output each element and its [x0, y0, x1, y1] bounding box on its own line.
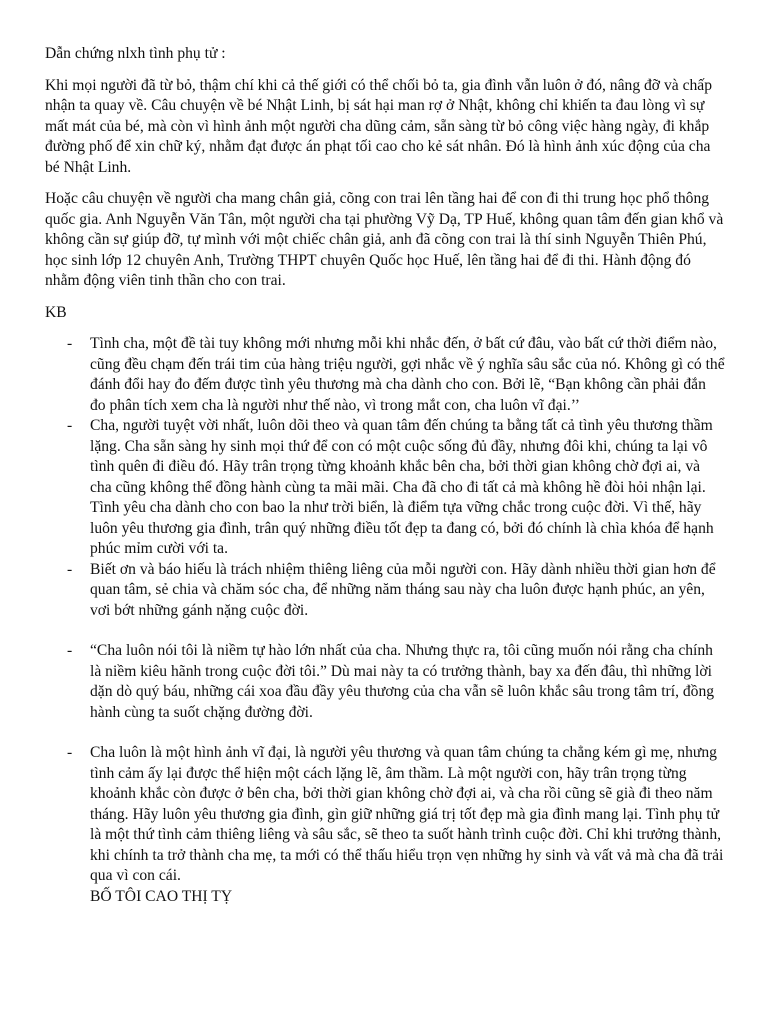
- dash-bullet-icon: -: [67, 744, 73, 761]
- list-item-text: Cha luôn là một hình ảnh vĩ đại, là người yêu thương và quan tâm chúng ta chẳng kém gì mẹ, nhưng tình cảm ấy lại được thể hiện một cách lặng lẽ, âm thầm. Là một người con, hãy trân trọng từng khoảnh khắc còn được ở bên cha, bởi thời gian không chờ đợi ai, và cha rồi cũng sẽ già đi theo năm tháng. Hãy luôn yêu thương gia đình, gìn giữ những giá trị tốt đẹp mà gia đình mang lại. Tình phụ tử là một thứ tình cảm thiêng liêng và sâu sắc, sẽ theo ta suốt hành trình cuộc đời. Chỉ khi trưởng thành, khi chính ta trở thành cha mẹ, ta mới có thể thấu hiểu trọn vẹn những hy sinh và vất vả mà cha đã trải qua vì con cái.: [90, 744, 724, 884]
- document-heading: Dẫn chứng nlxh tình phụ tử :: [45, 45, 226, 62]
- intro-paragraph-nhat-linh: Khi mọi người đã từ bỏ, thậm chí khi cả thế giới có thể chối bỏ ta, gia đình vẫn luôn ở đó, nâng đỡ và chấp nhận ta quay về. Câu chuyện về bé Nhật Linh, bị sát hại man rợ ở Nhật, không chỉ khiến ta đau lòng vì sự mất mát của bé, mà còn vì hình ảnh một người cha dũng cảm, sẵn sàng từ bỏ công việc hàng ngày, đi khắp đường phố để xin chữ ký, nhằm đạt được án phạt tối cao cho kẻ sát nhân. Đó là hình ảnh xúc động của cha bé Nhật Linh.: [45, 76, 713, 176]
- list-item: [45, 334, 725, 416]
- list-item: [45, 641, 725, 723]
- closing-signature: BỐ TÔI CAO THỊ TỴ: [90, 887, 233, 905]
- list-item: [45, 560, 725, 622]
- list-item: [45, 416, 725, 560]
- dash-bullet-icon: -: [67, 560, 73, 578]
- list-item-text: “Cha luôn nói tôi là niềm tự hào lớn nhất của cha. Nhưng thực ra, tôi cũng muốn nói rằng cha chính là niềm kiêu hãnh trong cuộc đời tôi.” Dù mai này ta có trưởng thành, bay xa đến đâu, thì những lời dặn dò quý báu, những cái xoa đầu đầy yêu thương của cha vẫn sẽ luôn khắc sâu trong tâm trí, đồng hành cùng ta suốt chặng đường đời.: [90, 642, 715, 721]
- dash-bullet-icon: -: [67, 642, 73, 659]
- list-item-text: Cha, người tuyệt vời nhất, luôn dõi theo và quan tâm đến chúng ta bằng tất cả tình yêu thương thầm lặng. Cha sẵn sàng hy sinh mọi thứ để con có một cuộc sống đủ đầy, nhưng đôi khi, chúng ta lại vô tình quên đi điều đó. Hãy trân trọng từng khoảnh khắc bên cha, bởi thời gian không chờ đợi ai, và cha cũng không thể đồng hành cùng ta mãi mãi. Cha đã cho đi tất cả mà không hề đòi hỏi nhận lại. Tình yêu cha dành cho con bao la như trời biển, là điểm tựa vững chắc trong cuộc đời. Vì thế, hãy luôn yêu thương gia đình, trân quý những điều tốt đẹp ta đang có, bởi đó chính là chìa khóa để hạnh phúc mỉm cười với ta.: [90, 417, 714, 557]
- list-item: [45, 743, 725, 887]
- intro-paragraph-prosthetic-father: Hoặc câu chuyện về người cha mang chân giả, cõng con trai lên tầng hai để con đi thi trung học phổ thông quốc gia. Anh Nguyễn Văn Tân, một người cha tại phường Vỹ Dạ, TP Huế, không quan tâm đến gian khổ và không cần sự giúp đỡ, tự mình với một chiếc chân giả, anh đã cõng con trai là thí sinh Nguyễn Thiên Phú, học sinh lớp 12 chuyên Anh, Trường THPT chuyên Quốc học Huế, lên tầng hai để đi thi. Hành động đó nhằm động viên tinh thần cho con trai.: [45, 190, 724, 289]
- document-page: [45, 44, 725, 907]
- kb-label: KB: [45, 303, 67, 321]
- dash-bullet-icon: -: [67, 417, 73, 434]
- list-item-text: Tình cha, một đề tài tuy không mới nhưng mỗi khi nhắc đến, ở bất cứ đâu, vào bất cứ thời điểm nào, cũng đều chạm đến trái tim của hàng triệu người, gợi nhắc về ý nghĩa sâu sắc của nó. Không gì có thể đánh đổi hay đo đếm được tình yêu thương mà cha dành cho con. Bởi lẽ, “Bạn không cần phải đắn đo phân tích xem cha là người như thế nào, vì trong mắt con, cha luôn vĩ đại.’’: [90, 335, 725, 414]
- list-item-text: Biết ơn và báo hiếu là trách nhiệm thiêng liêng của mỗi người con. Hãy dành nhiều thời gian hơn để quan tâm, sẻ chia và chăm sóc cha, để những năm tháng sau này cha luôn được hạnh phúc, an yên, vơi bớt những gánh nặng cuộc đời.: [90, 560, 716, 619]
- conclusion-bullet-list: [45, 334, 725, 887]
- dash-bullet-icon: -: [67, 335, 73, 352]
